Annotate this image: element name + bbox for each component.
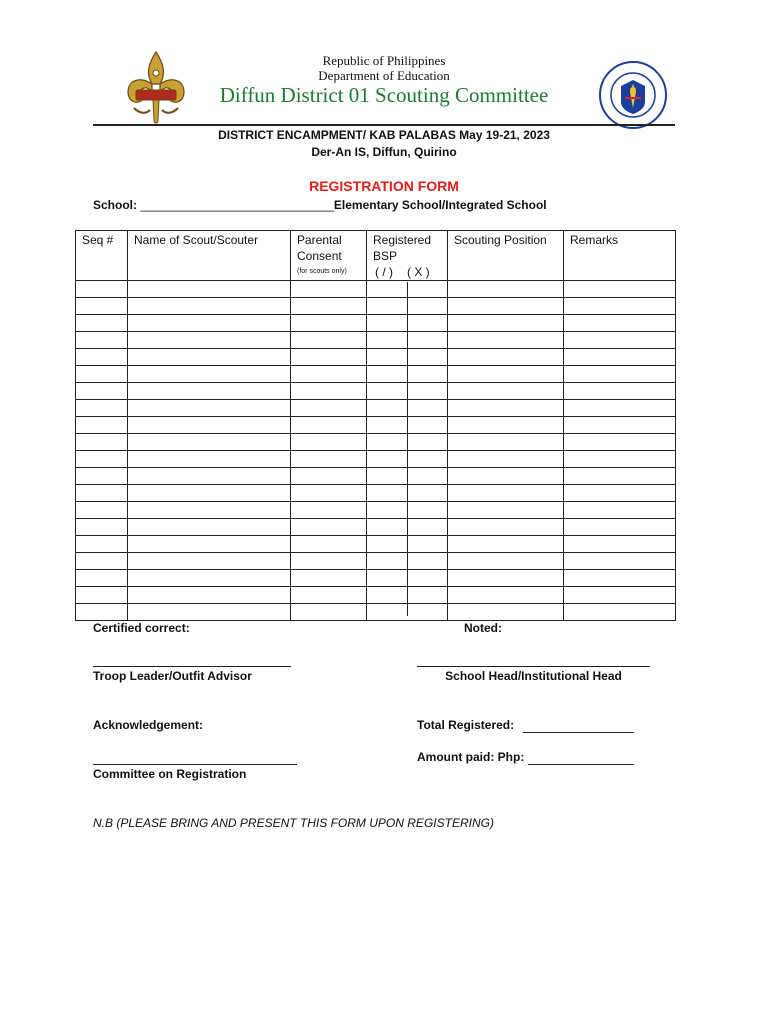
cell-position[interactable]	[448, 604, 564, 621]
header-seq: Seq #	[76, 231, 128, 281]
cell-consent[interactable]	[291, 519, 367, 536]
form-title: REGISTRATION FORM	[309, 178, 459, 194]
cell-seq[interactable]	[76, 383, 128, 400]
cell-consent[interactable]	[291, 502, 367, 519]
cell-name[interactable]	[128, 553, 291, 570]
cell-consent[interactable]	[291, 298, 367, 315]
cell-consent[interactable]	[291, 434, 367, 451]
certified-label: Certified correct:	[93, 621, 190, 635]
cell-name[interactable]	[128, 298, 291, 315]
header-bsp-line2: BSP	[373, 249, 398, 263]
cell-consent[interactable]	[291, 553, 367, 570]
total-registered-field[interactable]	[523, 732, 634, 733]
cell-remarks[interactable]	[564, 604, 676, 621]
cell-position[interactable]	[448, 434, 564, 451]
cell-seq[interactable]	[76, 468, 128, 485]
cell-position[interactable]	[448, 570, 564, 587]
cell-remarks[interactable]	[564, 298, 676, 315]
table-row	[76, 315, 676, 332]
header-committee: Diffun District 01 Scouting Committee	[219, 83, 549, 107]
registration-table	[75, 230, 676, 621]
cell-seq[interactable]	[76, 400, 128, 417]
cell-remarks[interactable]	[564, 502, 676, 519]
cell-name[interactable]	[128, 349, 291, 366]
school-blank[interactable]: _____________________________	[140, 198, 334, 212]
header-republic: Republic of Philippines	[322, 53, 446, 68]
cell-name[interactable]	[128, 400, 291, 417]
school-line	[93, 198, 547, 212]
cell-seq[interactable]	[76, 315, 128, 332]
table-row	[76, 383, 676, 400]
cell-seq[interactable]	[76, 587, 128, 604]
cell-consent[interactable]	[291, 485, 367, 502]
cell-position[interactable]	[448, 502, 564, 519]
table-row	[76, 553, 676, 570]
cell-seq[interactable]	[76, 349, 128, 366]
cell-consent[interactable]	[291, 536, 367, 553]
table-row	[76, 281, 676, 298]
cell-position[interactable]	[448, 400, 564, 417]
cell-remarks[interactable]	[564, 451, 676, 468]
cell-seq[interactable]	[76, 485, 128, 502]
cell-remarks[interactable]	[564, 281, 676, 298]
cell-seq[interactable]	[76, 332, 128, 349]
header-bsp	[367, 231, 448, 281]
cell-name[interactable]	[128, 502, 291, 519]
cell-position[interactable]	[448, 485, 564, 502]
cell-remarks[interactable]	[564, 553, 676, 570]
table-row	[76, 468, 676, 485]
cell-seq[interactable]	[76, 604, 128, 621]
cell-name[interactable]	[128, 315, 291, 332]
cell-name[interactable]	[128, 519, 291, 536]
table-row	[76, 604, 676, 621]
cell-position[interactable]	[448, 298, 564, 315]
cell-seq[interactable]	[76, 570, 128, 587]
total-registered-label: Total Registered:	[417, 718, 515, 732]
school-head-label: School Head/Institutional Head	[445, 669, 622, 683]
school-head-signature-line[interactable]	[417, 666, 650, 667]
cell-seq[interactable]	[76, 298, 128, 315]
cell-remarks[interactable]	[564, 315, 676, 332]
cell-name[interactable]	[128, 332, 291, 349]
school-suffix: Elementary School/Integrated School	[333, 198, 547, 212]
cell-consent[interactable]	[291, 332, 367, 349]
cell-remarks[interactable]	[564, 468, 676, 485]
table-row	[76, 519, 676, 536]
cell-name[interactable]	[128, 434, 291, 451]
header-rule	[93, 124, 675, 126]
table-row	[76, 485, 676, 502]
cell-consent[interactable]	[291, 604, 367, 621]
table-row	[76, 400, 676, 417]
header-bsp-line1: Registered	[373, 233, 432, 247]
table-row	[76, 587, 676, 604]
table-row	[76, 417, 676, 434]
table-row	[76, 349, 676, 366]
table-header-row	[76, 231, 676, 281]
cell-remarks[interactable]	[564, 383, 676, 400]
cell-consent[interactable]	[291, 417, 367, 434]
cell-remarks[interactable]	[564, 400, 676, 417]
cell-seq[interactable]	[76, 417, 128, 434]
cell-position[interactable]	[448, 349, 564, 366]
header-bsp-no: ( X )	[407, 265, 430, 279]
cell-position[interactable]	[448, 383, 564, 400]
table-row	[76, 434, 676, 451]
cell-position[interactable]	[448, 332, 564, 349]
amount-paid-label: Amount paid: Php:	[417, 750, 525, 764]
cell-name[interactable]	[128, 451, 291, 468]
cell-consent[interactable]	[291, 349, 367, 366]
header-department: Department of Education	[318, 68, 450, 83]
bsp-column-divider	[407, 282, 408, 616]
cell-position[interactable]	[448, 366, 564, 383]
header-remarks: Remarks	[564, 231, 676, 281]
cell-seq[interactable]	[76, 502, 128, 519]
cell-name[interactable]	[128, 383, 291, 400]
header-consent-line1: Parental	[297, 233, 342, 247]
cell-remarks[interactable]	[564, 434, 676, 451]
table-row	[76, 332, 676, 349]
cell-name[interactable]	[128, 281, 291, 298]
cell-name[interactable]	[128, 536, 291, 553]
cell-remarks[interactable]	[564, 519, 676, 536]
cell-position[interactable]	[448, 451, 564, 468]
note-text: N.B (PLEASE BRING AND PRESENT THIS FORM UPON REGISTERING)	[93, 816, 494, 830]
cell-name[interactable]	[128, 570, 291, 587]
cell-seq[interactable]	[76, 553, 128, 570]
cell-position[interactable]	[448, 536, 564, 553]
cell-position[interactable]	[448, 553, 564, 570]
cell-name[interactable]	[128, 604, 291, 621]
cell-consent[interactable]	[291, 400, 367, 417]
cell-remarks[interactable]	[564, 417, 676, 434]
table-row	[76, 366, 676, 383]
cell-remarks[interactable]	[564, 536, 676, 553]
header-consent-line2: Consent	[297, 249, 342, 263]
cell-remarks[interactable]	[564, 587, 676, 604]
cell-consent[interactable]	[291, 383, 367, 400]
cell-remarks[interactable]	[564, 349, 676, 366]
cell-consent[interactable]	[291, 366, 367, 383]
cell-consent[interactable]	[291, 587, 367, 604]
cell-seq[interactable]	[76, 281, 128, 298]
cell-name[interactable]	[128, 468, 291, 485]
amount-paid-field[interactable]	[528, 764, 634, 765]
header-name: Name of Scout/Scouter	[128, 231, 291, 281]
cell-remarks[interactable]	[564, 366, 676, 383]
noted-label: Noted:	[464, 621, 502, 635]
cell-remarks[interactable]	[564, 485, 676, 502]
table-row	[76, 536, 676, 553]
cell-name[interactable]	[128, 485, 291, 502]
cell-remarks[interactable]	[564, 570, 676, 587]
cell-seq[interactable]	[76, 519, 128, 536]
event-venue: Der-An IS, Diffun, Quirino	[311, 145, 457, 159]
header-consent	[291, 231, 367, 281]
cell-position[interactable]	[448, 468, 564, 485]
committee-label: Committee on Registration	[93, 767, 247, 781]
cell-name[interactable]	[128, 417, 291, 434]
cell-consent[interactable]	[291, 468, 367, 485]
cell-position[interactable]	[448, 417, 564, 434]
cell-position[interactable]	[448, 315, 564, 332]
cell-seq[interactable]	[76, 366, 128, 383]
cell-position[interactable]	[448, 519, 564, 536]
cell-remarks[interactable]	[564, 332, 676, 349]
troop-leader-signature-line[interactable]	[93, 666, 291, 667]
committee-signature-line[interactable]	[93, 764, 297, 765]
school-label: School:	[93, 198, 137, 212]
cell-seq[interactable]	[76, 536, 128, 553]
cell-name[interactable]	[128, 587, 291, 604]
troop-leader-label: Troop Leader/Outfit Advisor	[93, 669, 252, 683]
table-row	[76, 570, 676, 587]
cell-consent[interactable]	[291, 315, 367, 332]
header-consent-note: (for scouts only)	[297, 268, 347, 275]
table-row	[76, 298, 676, 315]
cell-seq[interactable]	[76, 451, 128, 468]
cell-name[interactable]	[128, 366, 291, 383]
cell-consent[interactable]	[291, 281, 367, 298]
cell-position[interactable]	[448, 281, 564, 298]
cell-position[interactable]	[448, 587, 564, 604]
cell-consent[interactable]	[291, 451, 367, 468]
cell-consent[interactable]	[291, 570, 367, 587]
table-row	[76, 451, 676, 468]
table-row	[76, 502, 676, 519]
header-bsp-yes: ( / )	[375, 265, 393, 279]
header-position: Scouting Position	[448, 231, 564, 281]
event-title: DISTRICT ENCAMPMENT/ KAB PALABAS May 19-21, 2023	[218, 128, 550, 142]
acknowledgement-label: Acknowledgement:	[93, 718, 204, 732]
cell-seq[interactable]	[76, 434, 128, 451]
